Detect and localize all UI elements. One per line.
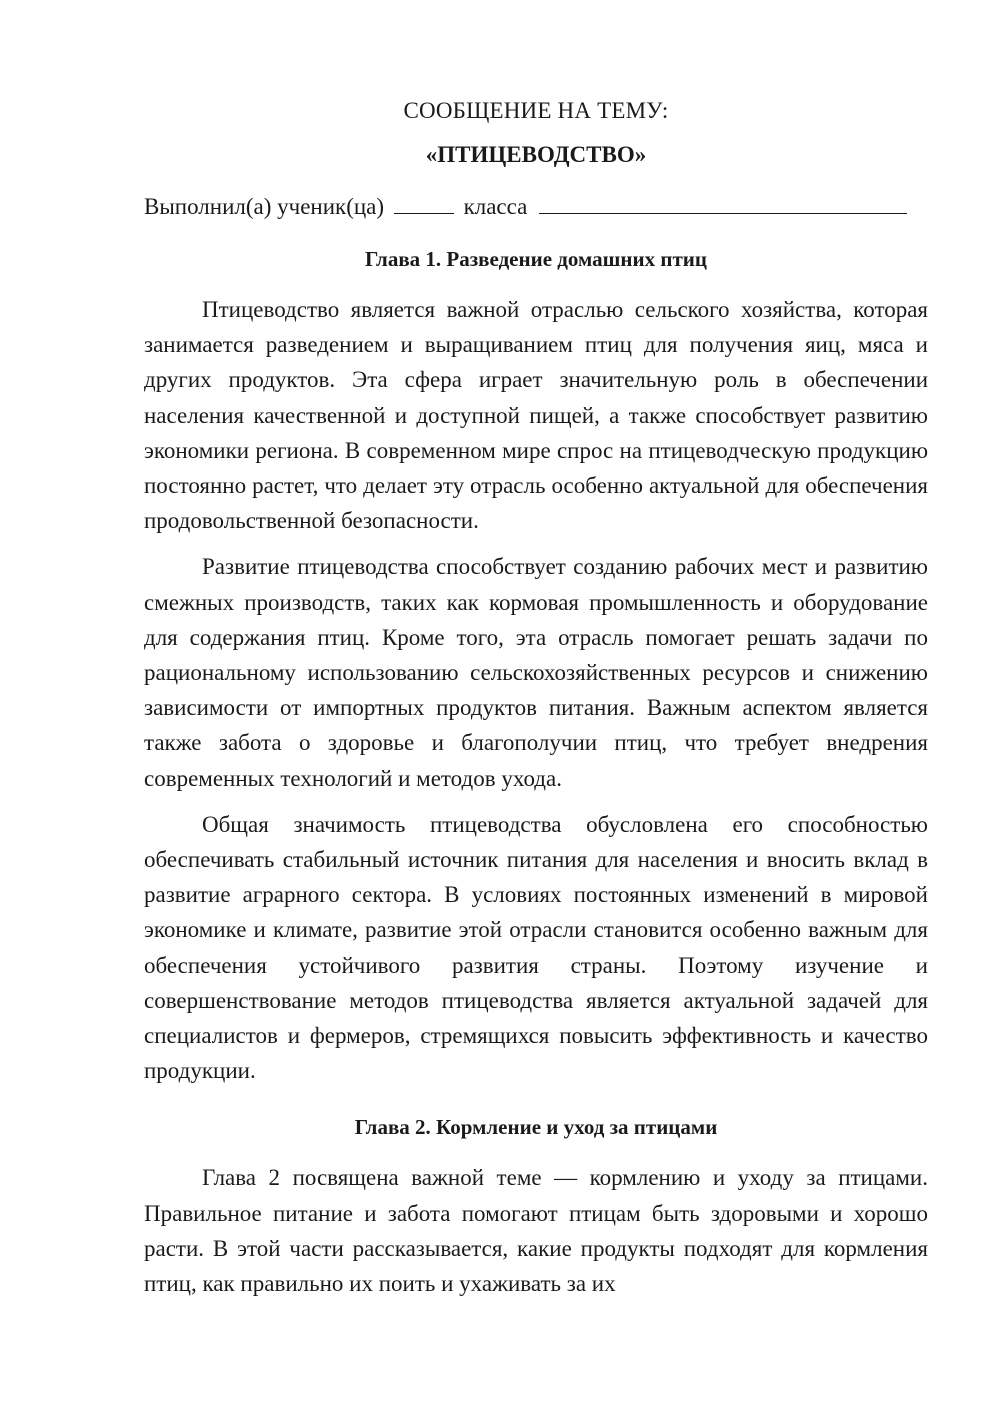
chapter-2-heading: Глава 2. Кормление и уход за птицами [354, 1115, 718, 1140]
chapter-2-paragraph-1: Глава 2 посвящена важной теме — кормлению и уходу за птицами. Правильное питание и забота помогают птицам быть здоровыми и хорошо расти. В этой части рассказывается, какие продукты подходят для кормления птиц, как правильно их поить и ухаживать за их [144, 1165, 928, 1297]
grade-blank-field [394, 193, 454, 214]
chapter-1-heading: Глава 1. Разведение домашних птиц [365, 247, 707, 271]
class-label: класса [463, 194, 528, 219]
document-page [144, 96, 928, 1301]
document-title-top: СООБЩЕНИЕ НА ТЕМУ: [403, 98, 669, 123]
document-title: «ПТИЦЕВОДСТВО» [425, 142, 647, 167]
chapter-1-paragraph-2: Развитие птицеводства способствует созданию рабочих мест и развитию смежных производств, таких как кормовая промышленность и оборудование для содержания птиц. Кроме того, эта отрасль помогает решать задачи по рациональному использованию сельскохозяйственных ресурсов и снижению зависимости от импортных продуктов питания. Важным аспектом является также забота о здоровье и благополучии птиц, что требует внедрения современных технологий и методов ухода. [144, 554, 928, 791]
chapter-1-paragraph-3: Общая значимость птицеводства обусловлена его способностью обеспечивать стабильный источник питания для населения и вносить вклад в развитие аграрного сектора. В условиях постоянных изменений в мировой экономике и климате, развитие этой отрасли становится особенно важным для обеспечения устойчивого развития страны. Поэтому изучение и совершенствование методов птицеводства является актуальной задачей для специалистов и фермеров, стремящихся повысить эффективность и качество продукции. [144, 811, 928, 1084]
author-prefix-label: Выполнил(а) ученик(ца) [144, 194, 385, 219]
author-line [144, 192, 928, 222]
chapter-1-paragraph-1: Птицеводство является важной отраслью сельского хозяйства, которая занимается разведением и выращиванием птиц для получения яиц, мяса и других продуктов. Эта сфера играет значительную роль в обеспечении населения качественной и доступной пищей, а также способствует развитию экономики региона. В современном мире спрос на птицеводческую продукцию постоянно растет, что делает эту отрасль особенно актуальной для обеспечения продовольственной безопасности. [144, 297, 928, 534]
class-name-blank-field [539, 193, 907, 214]
